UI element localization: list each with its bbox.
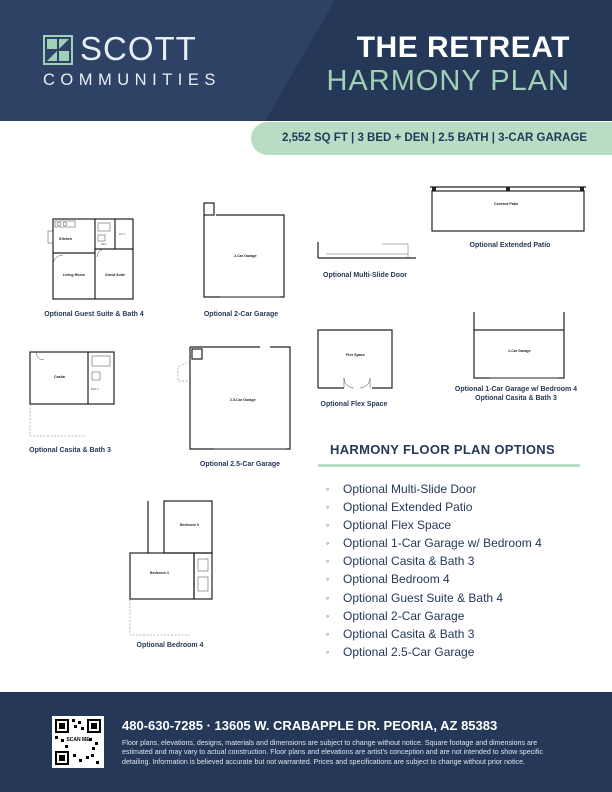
bullet-icon: ◦ xyxy=(326,574,330,585)
qr-scan-text: SCAN ME xyxy=(66,737,90,743)
room-guest-label: Guest Suite xyxy=(105,273,125,277)
room-casita-label: Casita xyxy=(54,375,65,379)
bullet-icon: ◦ xyxy=(326,484,330,494)
plan-multi-slide-drawing xyxy=(312,236,420,262)
plan-subtitle: HARMONY PLAN xyxy=(326,65,570,97)
plan-guest-suite xyxy=(47,213,139,305)
room-two-car-label: 2-Car Garage xyxy=(234,254,257,258)
logo-text-scott: SCOTT xyxy=(80,30,197,67)
list-item xyxy=(323,643,583,661)
option-text: Optional Extended Patio xyxy=(343,500,473,515)
bullet-icon: ◦ xyxy=(326,520,330,531)
bullet-icon: ◦ xyxy=(326,646,330,657)
plan-two-half-car xyxy=(174,341,296,453)
label-two-car: Optional 2-Car Garage xyxy=(203,311,279,318)
label-bedroom4: Optional Bedroom 4 xyxy=(136,642,204,649)
option-text: Optional 1-Car Garage w/ Bedroom 4 xyxy=(343,536,542,551)
label-ext-patio: Optional Extended Patio xyxy=(469,242,551,249)
plan-casita xyxy=(26,348,118,440)
footer-contact: 480-630-7285 · 13605 W. CRABAPPLE DR. PEORIA, AZ 85383 xyxy=(122,718,498,733)
option-text: Optional Flex Space xyxy=(343,518,452,533)
bullet-icon: ◦ xyxy=(326,592,330,603)
room-wic-label: W.I.C. xyxy=(119,233,127,236)
bullet-icon: ◦ xyxy=(326,610,330,621)
label-guest-suite: Optional Guest Suite & Bath 4 xyxy=(44,311,144,318)
list-item xyxy=(323,480,583,498)
list-item xyxy=(323,625,583,643)
footer-disclaimer: Floor plans, elevations, designs, materials and dimensions are subject to change without notice. Square footage and dimensions are estimated and may vary to actual construction. Floor plans and elevations are artist's conception and are not intended to show specific detailing. Information is believed accurate but not warranted. Prices and specifications are subject to change without prior notice. xyxy=(122,739,543,766)
label-multi-slide: Optional Multi-Slide Door xyxy=(323,272,407,279)
bullet-icon: ◦ xyxy=(326,538,330,549)
list-item xyxy=(323,534,583,552)
logo-text-communities: COMMUNITIES xyxy=(43,71,221,89)
options-heading: HARMONY FLOOR PLAN OPTIONS xyxy=(330,442,555,457)
room-one-car-label: 1-Car Garage xyxy=(508,349,531,353)
options-divider xyxy=(318,464,580,467)
list-item xyxy=(323,516,583,534)
label-two-half-car: Optional 2.5-Car Garage xyxy=(199,461,281,468)
specs-banner xyxy=(251,122,612,155)
plan-casita-drawing xyxy=(26,348,118,440)
label-one-car-line2: Optional Casita & Bath 3 xyxy=(475,395,557,402)
option-text: Optional Multi-Slide Door xyxy=(343,482,477,496)
room-bed3-label: Bedroom 3 xyxy=(180,523,199,527)
qr-code-icon xyxy=(52,716,104,768)
scott-logo xyxy=(43,30,223,93)
options-list xyxy=(323,480,583,661)
room-two-half-car-label: 2.5-Car Garage xyxy=(230,398,256,402)
plan-flex xyxy=(314,326,396,394)
room-bath-label: Bath xyxy=(101,243,107,246)
plan-guest-suite-drawing xyxy=(47,213,139,305)
bullet-icon: ◦ xyxy=(326,502,330,513)
option-text: Optional Guest Suite & Bath 4 xyxy=(343,590,504,605)
list-item xyxy=(323,498,583,516)
specs-text: 2,552 SQ FT | 3 BED + DEN | 2.5 BATH | 3-CAR GARAGE xyxy=(282,132,587,144)
label-casita: Optional Casita & Bath 3 xyxy=(29,447,111,454)
page-title: THE RETREAT xyxy=(356,31,570,64)
plan-multi-slide xyxy=(312,236,420,262)
option-text: Optional Casita & Bath 3 xyxy=(343,554,475,569)
plan-two-car xyxy=(200,199,290,303)
plan-ext-patio-drawing xyxy=(428,183,588,235)
label-one-car-line1: Optional 1-Car Garage w/ Bedroom 4 xyxy=(454,386,578,393)
room-casita-bath-label: Bath 3 xyxy=(91,388,99,391)
plan-bedroom4 xyxy=(124,497,216,639)
room-flex-label: Flex Space xyxy=(346,353,365,357)
plan-two-car-drawing xyxy=(200,199,290,303)
plan-flex-drawing xyxy=(314,326,396,394)
room-patio-label: Covered Patio xyxy=(494,202,519,206)
list-item xyxy=(323,607,583,625)
header-banner xyxy=(0,0,612,121)
bullet-icon: ◦ xyxy=(326,556,330,567)
plan-one-car xyxy=(466,310,570,382)
qr-code[interactable] xyxy=(52,716,104,768)
plan-one-car-drawing xyxy=(466,310,570,382)
list-item xyxy=(323,589,583,607)
plan-two-half-car-drawing xyxy=(174,341,296,453)
logo-mark-icon xyxy=(43,35,73,65)
room-kitchen-label: Kitchen xyxy=(59,237,73,241)
plan-ext-patio xyxy=(428,183,588,235)
room-living-label: Living Room xyxy=(63,273,85,277)
list-item xyxy=(323,570,583,588)
option-text: Optional Casita & Bath 3 xyxy=(343,626,475,641)
option-text: Optional 2-Car Garage xyxy=(343,608,465,623)
bullet-icon: ◦ xyxy=(326,628,330,639)
option-text: Optional Bedroom 4 xyxy=(343,572,450,587)
option-text: Optional 2.5-Car Garage xyxy=(343,644,475,659)
list-item xyxy=(323,552,583,570)
plan-bedroom4-drawing xyxy=(124,497,216,639)
label-flex: Optional Flex Space xyxy=(320,401,388,408)
room-bed4-label: Bedroom 4 xyxy=(150,571,169,575)
